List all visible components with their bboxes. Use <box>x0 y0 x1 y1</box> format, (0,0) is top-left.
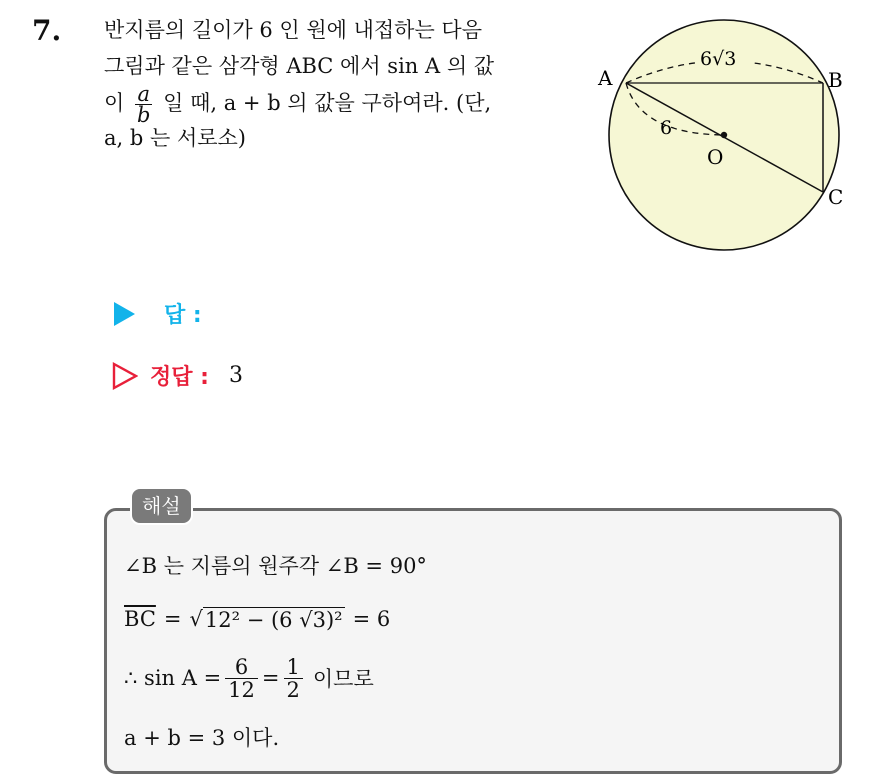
fraction-6-over-12 <box>225 656 258 701</box>
label-ao-length: 6 <box>660 117 673 139</box>
fraction-numerator: 1 <box>284 656 303 679</box>
play-triangle-icon <box>112 301 136 327</box>
question-line-3 <box>104 82 574 127</box>
question-line-3-prefix: 이 <box>104 91 125 115</box>
question-line-2: 그림과 같은 삼각형 ABC 에서 sin A 의 값 <box>104 54 495 78</box>
fraction-denominator: 2 <box>286 677 300 702</box>
sin-a-prefix: ∴ sin A = <box>124 666 222 690</box>
question-line-4: a, b 는 서로소) <box>104 126 247 150</box>
question-number: 7. <box>32 14 62 47</box>
center-point <box>721 132 727 138</box>
label-b: B <box>828 68 843 92</box>
outline-triangle-icon <box>112 362 138 390</box>
therefore-suffix: 이므로 <box>312 667 374 691</box>
label-a: A <box>598 66 613 90</box>
circle-figure <box>590 4 860 254</box>
fraction-denominator: 12 <box>228 677 255 702</box>
label-ab-length: 6√3 <box>700 48 737 70</box>
fraction-numerator: a <box>135 84 152 105</box>
label-o: O <box>707 145 724 169</box>
solution-line-2 <box>124 592 427 646</box>
fraction-a-over-b <box>135 84 152 125</box>
question-text <box>104 12 574 156</box>
solution-tag: 해설 <box>130 487 193 525</box>
answer-label: 답 : <box>164 303 202 328</box>
answer-row <box>112 298 202 329</box>
solution-line-4: a + b = 3 이다. <box>124 726 280 750</box>
fraction-denominator: b <box>136 103 151 127</box>
correct-answer-row <box>112 360 243 391</box>
question-line-3-suffix: 일 때, a + b 의 값을 구하여라. (단, <box>163 91 492 115</box>
solution-line-1: ∠B 는 지름의 원주각 ∠B = 90° <box>124 554 427 578</box>
equals-sign: = <box>261 666 280 690</box>
solution-content <box>124 538 427 764</box>
square-root <box>190 607 345 632</box>
equals-sign: = <box>163 607 182 631</box>
fraction-numerator: 6 <box>225 656 258 679</box>
bc-result: = 6 <box>352 607 391 631</box>
correct-answer-value: 3 <box>228 363 243 388</box>
radicand: 12² − (6 √3)² <box>204 607 343 632</box>
question-line-1: 반지름의 길이가 6 인 원에 내접하는 다음 <box>104 18 482 42</box>
correct-answer-label: 정답 : <box>150 365 209 390</box>
solution-line-3 <box>124 646 427 710</box>
radical-sign-icon: √ <box>189 606 203 631</box>
fraction-1-over-2 <box>284 656 303 701</box>
label-c: C <box>828 185 844 209</box>
segment-bc-label: $\overline{BC}$ <box>124 607 156 631</box>
